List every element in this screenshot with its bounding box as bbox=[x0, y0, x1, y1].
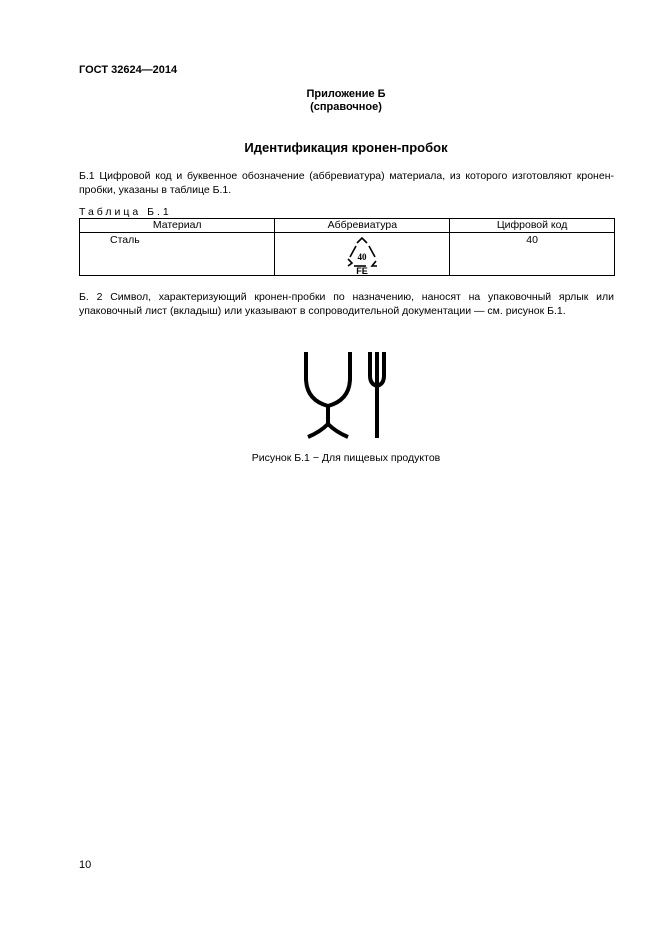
header-abbreviation: Аббревиатура bbox=[275, 219, 450, 233]
header-digital-code: Цифровой код bbox=[450, 219, 615, 233]
appendix-title: Приложение Б bbox=[306, 88, 386, 100]
cell-abbreviation bbox=[275, 233, 450, 276]
cell-digital-code bbox=[450, 233, 615, 276]
section-title: Идентификация кронен-пробок bbox=[244, 140, 448, 155]
recycling-code: 40 bbox=[357, 252, 367, 262]
paragraph-b2: Б. 2 Символ, характеризующий кронен-пробки по назначению, наносят на упаковочный ярлык или упаковочный лист (вкладыш) или указывают в сопроводительной документации — см. рисунок Б.1. bbox=[79, 291, 614, 317]
figure-caption: Рисунок Б.1 − Для пищевых продуктов bbox=[251, 452, 441, 464]
table-row bbox=[80, 233, 615, 276]
digital-code-value: 40 bbox=[526, 234, 538, 246]
food-contact-glass-fork-icon bbox=[302, 350, 394, 440]
table-header-row bbox=[80, 219, 615, 233]
appendix-note: (справочное) bbox=[310, 101, 382, 113]
material-name: Сталь bbox=[110, 234, 140, 246]
table-caption: Таблица Б.1 bbox=[79, 206, 172, 218]
materials-table bbox=[79, 218, 615, 276]
paragraph-b1: Б.1 Цифровой код и буквенное обозначение (аббревиатура) материала, из которого изготовляют кронен-пробки, указаны в таблице Б.1. bbox=[79, 170, 614, 196]
recycling-abbreviation: FE bbox=[356, 266, 369, 275]
cell-material bbox=[80, 233, 275, 276]
page-number: 10 bbox=[79, 859, 92, 871]
standard-number: ГОСТ 32624—2014 bbox=[79, 64, 178, 76]
recycling-symbol-icon bbox=[342, 237, 382, 275]
header-material: Материал bbox=[80, 219, 275, 233]
